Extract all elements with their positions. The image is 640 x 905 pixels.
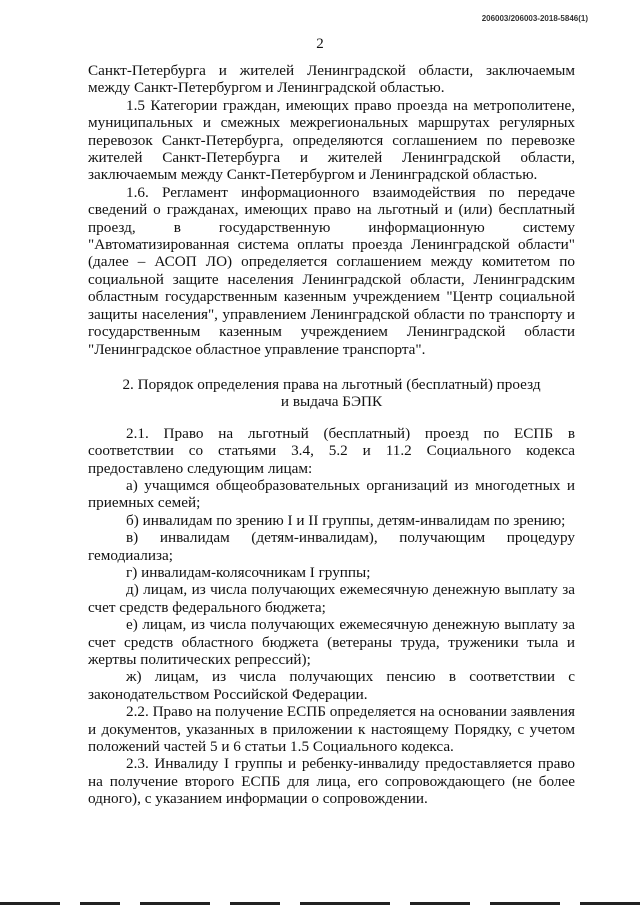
paragraph-1-5: 1.5 Категории граждан, имеющих право проезда на метрополитене, муниципальных и смежных межрегиональных маршрутах регулярных перевозок Санкт-Петербурга, определяются соглашением по перевозке жителей Санкт-Петербурга и жителей Ленинградской области, заключаемым между Санкт-Петербургом и Ленинградской областью. <box>88 96 575 184</box>
paragraph-continuation: Санкт-Петербурга и жителей Ленинградской области, заключаемым между Санкт-Петербургом и Ленинградской областью. <box>88 62 575 97</box>
page-number: 2 <box>316 36 324 52</box>
document-body <box>88 62 575 808</box>
list-item-e: е) лицам, из числа получающих ежемесячную денежную выплату за счет средств областного бюджета (ветераны труда, труженики тыла и жертвы политических репрессий); <box>88 616 575 668</box>
list-item-a: а) учащимся общеобразовательных организаций из многодетных и приемных семей; <box>88 476 575 512</box>
section-heading-line1: 2. Порядок определения права на льготный (бесплатный) проезд <box>122 375 541 393</box>
paragraph-2-1: 2.1. Право на льготный (бесплатный) проезд по ЕСПБ в соответствии со статьями 3.4, 5.2 и 11.2 Социального кодекса предоставлено следующим лицам: <box>88 424 575 477</box>
list-item-b: б) инвалидам по зрению I и II группы, детям-инвалидам по зрению; <box>126 511 566 529</box>
list-item-v: в) инвалидам (детям-инвалидам), получающим процедуру гемодиализа; <box>88 529 575 564</box>
list-item-g: г) инвалидам-колясочникам I группы; <box>126 563 371 581</box>
section-heading-line2: и выдача БЭПК <box>280 393 383 411</box>
paragraph-1-6: 1.6. Регламент информационного взаимодействия по передаче сведений о гражданах, имеющих право на льготный и (или) бесплатный проезд, в государственную информационную систему "Автоматизированная система оплаты проезда Ленинградской области" (далее – АСОП ЛО) определяется соглашением между комитетом по социальной защите населения Ленинградской области, Ленинградским областным государственным казенным учреждением "Центр социальной защиты населения", управлением Ленинградской области по транспорту и государственным казенным учреждением Ленинградской области "Ленинградское областное управление транспорта". <box>88 183 575 358</box>
scan-edge-artifact <box>0 899 640 905</box>
document-code: 206003/206003-2018-5846(1) <box>481 14 588 23</box>
list-item-d: д) лицам, из числа получающих ежемесячную денежную выплату за счет средств федерального бюджета; <box>88 581 575 616</box>
section-heading <box>88 376 575 411</box>
list-item-zh: ж) лицам, из числа получающих пенсию в соответствии с законодательством Российской Федерации. <box>88 668 575 703</box>
paragraph-2-2: 2.2. Право на получение ЕСПБ определяется на основании заявления и документов, указанных в приложении к настоящему Порядку, с учетом положений частей 5 и 6 статьи 1.5 Социального кодекса. <box>88 703 575 756</box>
paragraph-2-3: 2.3. Инвалиду I группы и ребенку-инвалиду предоставляется право на получение второго ЕСПБ для лица, его сопровождающего (не более одного), с указанием информации о сопровождении. <box>88 755 575 808</box>
